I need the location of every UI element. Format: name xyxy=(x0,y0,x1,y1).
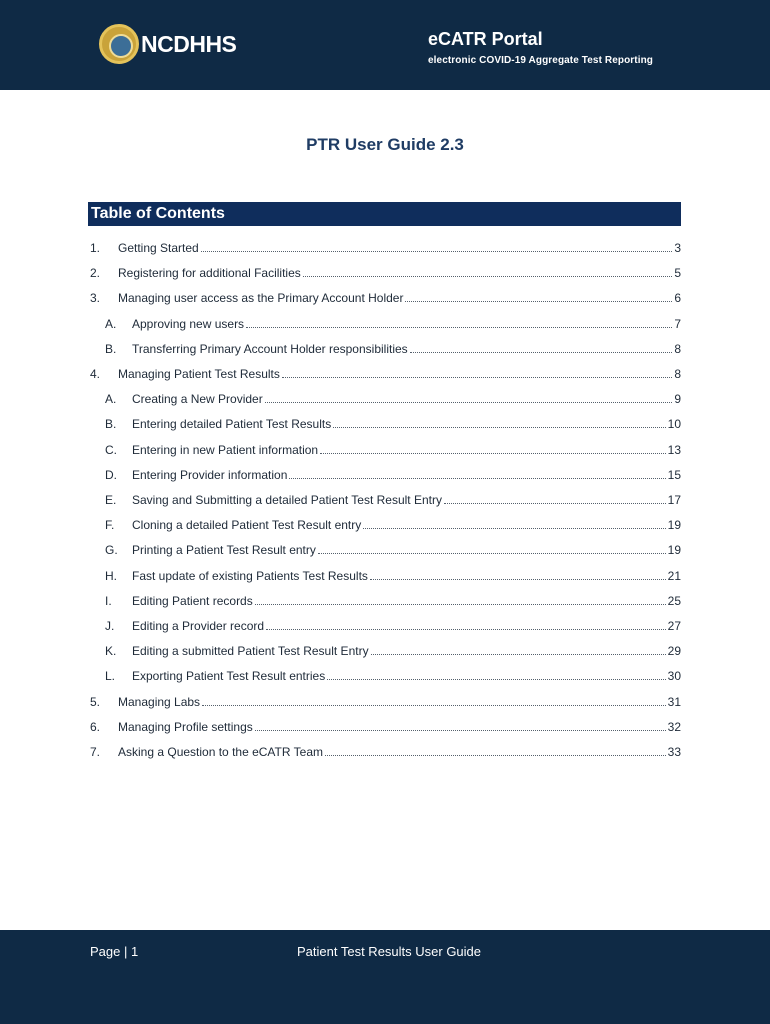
toc-dot-leader xyxy=(333,427,665,428)
toc-entry-page[interactable]: 7 xyxy=(674,316,681,331)
toc-entry-page[interactable]: 27 xyxy=(667,619,681,633)
portal-heading xyxy=(428,29,653,66)
toc-entry-label[interactable]: Editing a submitted Patient Test Result Entry xyxy=(132,644,369,659)
toc-entry-number: 1. xyxy=(90,241,101,255)
toc-entry[interactable] xyxy=(88,714,681,734)
toc-entry[interactable] xyxy=(88,285,681,305)
toc-dot-leader xyxy=(255,730,666,731)
toc-entry-label[interactable]: Cloning a detailed Patient Test Result entry xyxy=(132,518,362,533)
toc-entry-page[interactable]: 15 xyxy=(667,467,681,482)
toc-entry-page[interactable]: 29 xyxy=(667,644,681,659)
toc-entry[interactable] xyxy=(88,336,681,356)
toc-entry-number: A. xyxy=(105,316,117,331)
toc-entry-page[interactable]: 10 xyxy=(667,417,681,432)
ncdhhs-logo xyxy=(99,24,236,64)
toc-entry-label[interactable]: Approving new users xyxy=(132,316,245,331)
toc-dot-leader xyxy=(405,301,672,302)
toc-dot-leader xyxy=(363,528,665,529)
toc-entry-page[interactable]: 31 xyxy=(667,694,681,709)
toc-entry-label[interactable]: Asking a Question to the eCATR Team xyxy=(118,745,323,759)
toc-entry-number: 2. xyxy=(90,266,101,281)
toc-entry[interactable] xyxy=(88,537,681,557)
toc-entry[interactable] xyxy=(88,311,681,331)
toc-entry[interactable] xyxy=(88,663,681,683)
toc-dot-leader xyxy=(444,503,666,504)
toc-entry-number: 3. xyxy=(90,291,101,306)
toc-entry-label[interactable]: Getting Started xyxy=(118,241,199,255)
toc-entry-number: B. xyxy=(105,417,117,432)
toc-entry-number: H. xyxy=(105,568,117,583)
toc-entry-label[interactable]: Fast update of existing Patients Test Results xyxy=(132,568,368,583)
toc-entry-number: A. xyxy=(105,392,117,407)
logo-text: NCDHHS xyxy=(141,30,237,57)
toc-entry-number: F. xyxy=(105,518,115,533)
toc-entry[interactable] xyxy=(88,512,681,532)
toc-entry[interactable] xyxy=(88,235,681,255)
toc-entry-page[interactable]: 13 xyxy=(667,442,681,457)
toc-entry[interactable] xyxy=(88,386,681,406)
toc-entry[interactable] xyxy=(88,487,681,507)
toc-entry-page[interactable]: 25 xyxy=(667,593,681,608)
toc-dot-leader xyxy=(371,654,666,655)
portal-subtitle: electronic COVID-19 Aggregate Test Reporting xyxy=(428,55,653,66)
toc-entry-page[interactable]: 19 xyxy=(667,543,681,558)
toc-dot-leader xyxy=(289,478,665,479)
toc-entry-number: 4. xyxy=(90,367,101,381)
toc-entry[interactable] xyxy=(88,411,681,431)
toc-dot-leader xyxy=(325,755,666,756)
toc-entry[interactable] xyxy=(88,361,681,381)
toc-entry-page[interactable]: 30 xyxy=(667,669,681,684)
toc-entry-number: G. xyxy=(105,543,118,558)
toc-entry-page[interactable]: 3 xyxy=(674,241,681,255)
toc-entry-page[interactable]: 8 xyxy=(674,367,681,381)
toc-entry-number: 5. xyxy=(90,694,101,709)
toc-entry-label[interactable]: Entering in new Patient information xyxy=(132,442,319,457)
toc-entry-page[interactable]: 33 xyxy=(667,745,681,759)
toc-entry-number: C. xyxy=(105,442,117,457)
footer-page-number: Page | 1 xyxy=(90,944,139,959)
document-title: PTR User Guide 2.3 xyxy=(306,135,464,154)
toc-entry[interactable] xyxy=(88,563,681,583)
toc-entry-label[interactable]: Printing a Patient Test Result entry xyxy=(132,543,316,558)
toc-entry-label[interactable]: Managing Profile settings xyxy=(118,719,253,734)
toc-entry-page[interactable]: 6 xyxy=(674,291,681,306)
toc-entry-label[interactable]: Managing Patient Test Results xyxy=(118,367,280,381)
toc-entry[interactable] xyxy=(88,613,681,633)
toc-entry-page[interactable]: 21 xyxy=(667,568,681,583)
toc-entry-number: K. xyxy=(105,644,117,659)
toc-dot-leader xyxy=(265,402,673,403)
toc-entry-label[interactable]: Managing Labs xyxy=(118,694,201,709)
toc-entry[interactable] xyxy=(88,588,681,608)
toc-entry-label[interactable]: Transferring Primary Account Holder responsibilities xyxy=(132,341,408,356)
toc-entry[interactable] xyxy=(88,739,681,759)
toc-heading: Table of Contents xyxy=(88,202,681,226)
toc-entry-number: J. xyxy=(105,619,115,633)
toc-entry-number: L. xyxy=(105,669,116,684)
toc-dot-leader xyxy=(266,629,666,630)
toc-entry[interactable] xyxy=(88,462,681,482)
toc-dot-leader xyxy=(201,251,673,252)
toc-entry-label[interactable]: Registering for additional Facilities xyxy=(118,266,301,281)
toc-entry-page[interactable]: 9 xyxy=(674,392,681,407)
toc-entry-label[interactable]: Entering Provider information xyxy=(132,467,288,482)
toc-dot-leader xyxy=(318,553,666,554)
toc-dot-leader xyxy=(320,453,666,454)
toc-entry-label[interactable]: Entering detailed Patient Test Results xyxy=(132,417,332,432)
toc-entry[interactable] xyxy=(88,638,681,658)
toc-dot-leader xyxy=(246,327,672,328)
toc-entry-number: D. xyxy=(105,467,117,482)
page-footer xyxy=(0,930,770,1024)
toc-entry-number: 7. xyxy=(90,745,101,759)
toc-entry[interactable] xyxy=(88,689,681,709)
toc-entry-page[interactable]: 17 xyxy=(667,493,681,507)
toc-entry[interactable] xyxy=(88,437,681,457)
toc-dot-leader xyxy=(327,679,665,680)
toc-entry-label[interactable]: Editing a Provider record xyxy=(132,619,265,633)
footer-guide-title: Patient Test Results User Guide xyxy=(297,944,482,959)
toc-dot-leader xyxy=(410,352,673,353)
toc-dot-leader xyxy=(202,705,666,706)
toc-dot-leader xyxy=(255,604,666,605)
toc-entry-label[interactable]: Exporting Patient Test Result entries xyxy=(132,669,326,684)
toc-dot-leader xyxy=(370,579,666,580)
toc-entry-page[interactable]: 8 xyxy=(674,341,681,356)
toc-entry-label[interactable]: Managing user access as the Primary Account Holder xyxy=(118,291,404,306)
toc-entry-label[interactable]: Editing Patient records xyxy=(132,593,253,608)
toc-entry[interactable] xyxy=(88,260,681,280)
toc-entry-number: E. xyxy=(105,493,117,507)
toc-entry-page[interactable]: 32 xyxy=(667,719,681,734)
portal-title: eCATR Portal xyxy=(428,29,543,49)
toc-dot-leader xyxy=(303,276,673,277)
nc-seal-icon xyxy=(99,24,139,64)
toc-entry-number: 6. xyxy=(90,719,101,734)
toc-entry-page[interactable]: 19 xyxy=(667,518,681,533)
toc-entry-number: B. xyxy=(105,341,117,356)
toc-entry-label[interactable]: Saving and Submitting a detailed Patient Test Result Entry xyxy=(132,493,442,507)
toc-entry-label[interactable]: Creating a New Provider xyxy=(132,392,263,407)
toc-entry-page[interactable]: 5 xyxy=(674,266,681,281)
toc-dot-leader xyxy=(282,377,672,378)
page-header xyxy=(0,0,770,90)
toc-entry-number: I. xyxy=(105,593,112,608)
